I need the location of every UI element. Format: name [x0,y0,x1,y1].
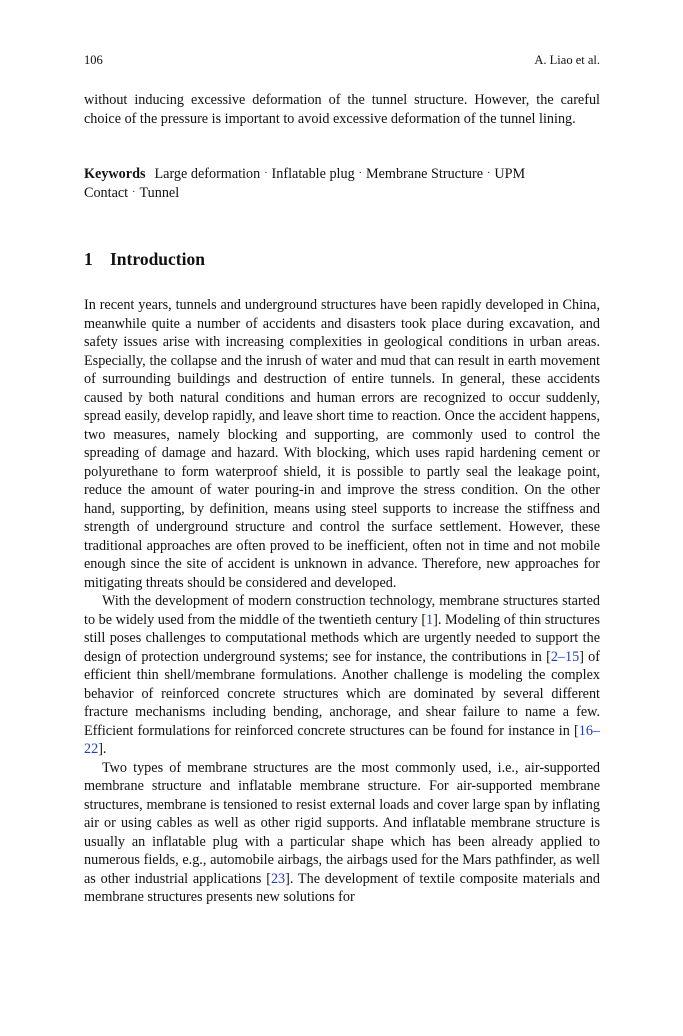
citation-link[interactable]: 16–22 [84,722,600,757]
section-body [84,296,600,907]
paragraph-2-text: ]. Modeling of thin structures still poses challenges to computational methods which are urgently needed to support the design of protection underground systems; see for instance, the contributions in [ [84,611,600,665]
keyword-item: UPM Contact [84,166,526,201]
paragraph-2-text: ]. [98,741,107,757]
paragraph-2 [84,592,600,759]
section-number: 1 [84,249,93,269]
paragraph-1: In recent years, tunnels and underground structures have been rapidly developed in China, meanwhile quite a number of accidents and disasters took place during excavation, and safety issues arise with increasing complexities in geological conditions in urban areas. Especially, the collapse and the inrush of water and mud that can result in earth movement of surrounding buildings and destruction of entire tunnels. In general, these accidents caused by both natural conditions and human errors are recognized to occur suddenly, spread easily, develop rapidly, and leave short time to reaction. Once the accident happens, two measures, namely blocking and supporting, are commonly used to control the spreading of damage and hazard. With blocking, which uses rapid hardening cement or polyurethane to form waterproof shield, it is possible to partly seal the leakage point, reduce the amount of water pouring-in and improve the stress condition. On the other hand, supporting, by definition, means using steel supports to increase the stiffness and strength of underground structure and control the surface settlement. However, these traditional approaches are often proved to be inefficient, often not in time and not mobile enough since the site of accident is unknown in advance. Therefore, new approaches for mitigating threats should be considered and developed. [84,297,600,591]
keyword-separator: · [264,168,268,179]
keyword-item: Membrane Structure [366,166,484,182]
section-heading [84,249,205,270]
page-number: 106 [84,53,103,67]
keywords-line [84,165,600,202]
keyword-item: Inflatable plug [271,166,355,182]
citation-link[interactable]: 2–15 [550,648,580,665]
citation-link[interactable]: 1 [426,611,434,628]
keyword-item: Large deformation [154,166,261,182]
keyword-item: Tunnel [139,184,180,201]
citation-link[interactable]: 23 [270,870,286,887]
paragraph-2-text: ] of efficient thin shell/membrane formulations. Another challenge is modeling the complex behavior of reinforced concrete structures which are dominated by several different fracture mechanisms including bending, anchorage, and shear failure to name a few. Efficient formulations for reinforced concrete structures can be found for instance in [ [84,648,600,739]
paragraph-3-text: ]. The development of textile composite materials and membrane structures presents new solutions for [84,870,600,905]
section-title: Introduction [110,249,205,269]
keyword-separator: · [358,168,363,179]
paragraph-3 [84,759,600,907]
abstract-tail: without inducing excessive deformation of the tunnel structure. However, the careful choice of the pressure is important to avoid excessive deformation of the tunnel lining. [84,92,600,127]
paragraph-3-text: Two types of membrane structures are the most commonly used, i.e., air-supported membrane structure and inflatable membrane structure. For air-supported membrane structures, membrane is tensioned to resist external loads and cover large span by inflating air or using cables as well as other rigid supports. And inflatable membrane structure is usually an inflatable plug with a particular shape which has been already applied to numerous fields, e.g., automobile airbags, the airbags used for the Mars pathfinder, as well as other industrial applications [ [84,759,600,887]
keywords-label: Keywords [84,166,146,182]
paragraph-2-text: With the development of modern construction technology, membrane structures started to be widely used from the middle of the twentieth century [ [84,593,600,628]
keyword-separator: · [487,168,491,179]
keyword-separator: · [132,186,136,198]
running-authors: A. Liao et al. [534,53,600,67]
running-header [84,53,600,68]
